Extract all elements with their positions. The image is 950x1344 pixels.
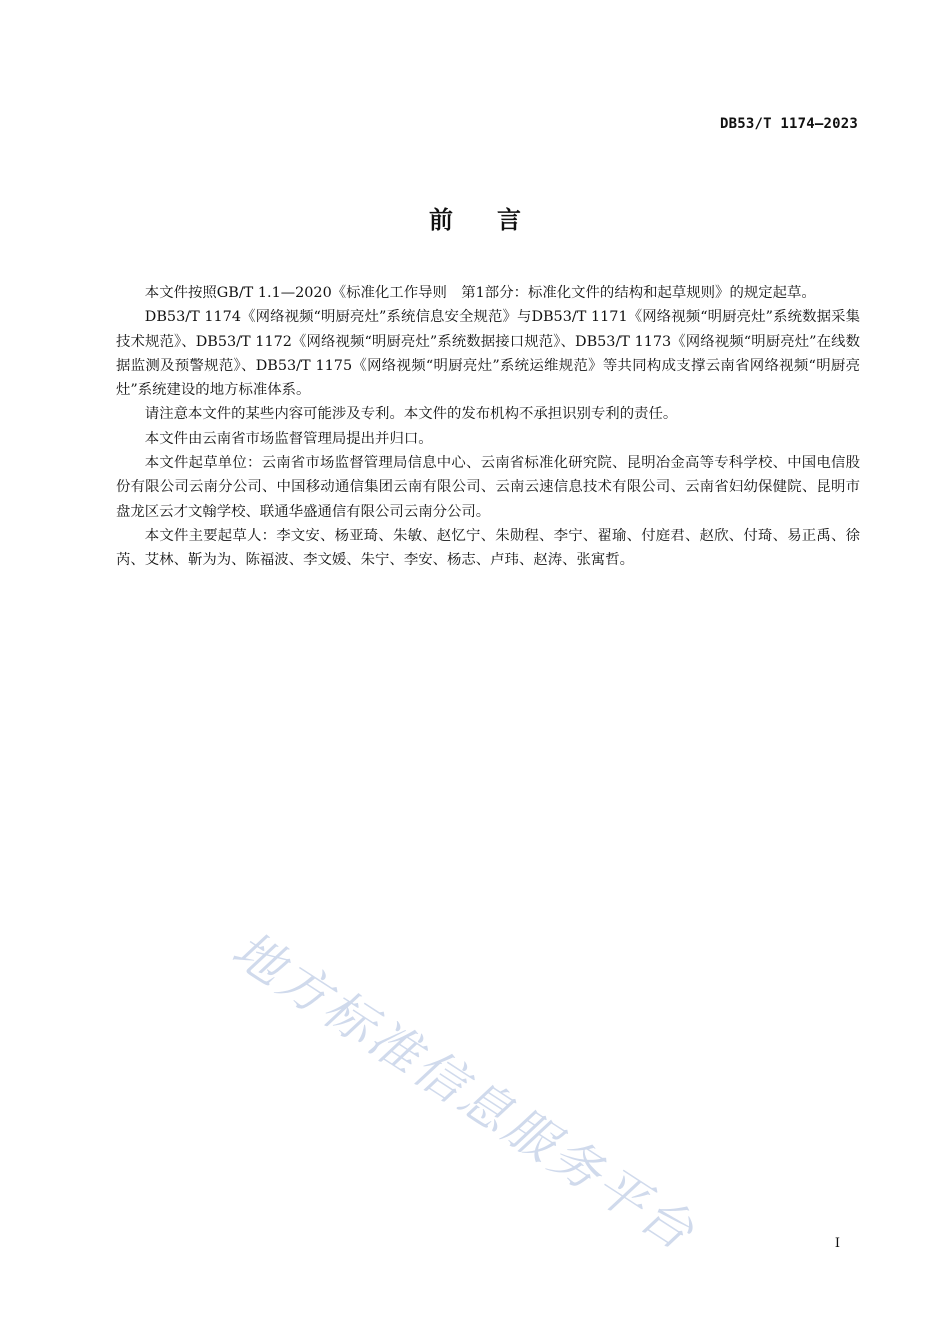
watermark: 地方标准信息服务平台: [222, 920, 707, 1263]
page-title: 前言: [429, 206, 565, 234]
paragraph-standard-system: DB53/T 1174《网络视频“明厨亮灶”系统信息安全规范》与DB53/T 1171《网络视频“明厨亮灶”系统数据采集技术规范》、DB53/T 1172《网络视频“明厨亮灶”系统数据接口规范》、DB53/T 1173《网络视频“明厨亮灶”在线数据监测及预警规范》、DB53/T 1175《网络视频“明厨亮灶”系统运维规范》等共同构成支撑云南省网络视频“明厨亮灶”系统建设的地方标准体系。: [116, 309, 860, 399]
paragraph-proposer: 本文件由云南省市场监督管理局提出并归口。: [144, 430, 433, 447]
paragraph-patent-notice: 请注意本文件的某些内容可能涉及专利。本文件的发布机构不承担识别专利的责任。: [144, 406, 678, 423]
paragraph-drafters: 本文件主要起草人：李文安、杨亚琦、朱敏、赵忆宁、朱勋程、李宁、翟瑜、付庭君、赵欣、付琦、易正禹、徐芮、艾林、靳为为、陈福波、李文媛、朱宁、李安、杨志、卢玮、赵涛、张寓哲。: [116, 527, 860, 569]
paragraph-drafting-units: 本文件起草单位：云南省市场监督管理局信息中心、云南省标准化研究院、昆明冶金高等专科学校、中国电信股份有限公司云南分公司、中国移动通信集团云南有限公司、云南云速信息技术有限公司、云南省妇幼保健院、昆明市盘龙区云才文翰学校、联通华盛通信有限公司云南分公司。: [116, 455, 860, 520]
page-number: I: [834, 1236, 840, 1251]
paragraph-drafting-rules: 本文件按照GB/T 1.1—2020《标准化工作导则 第1部分：标准化文件的结构和起草规则》的规定起草。: [144, 285, 816, 301]
foreword-body: [116, 281, 860, 573]
document-code: DB53/T 1174—2023: [719, 116, 858, 132]
